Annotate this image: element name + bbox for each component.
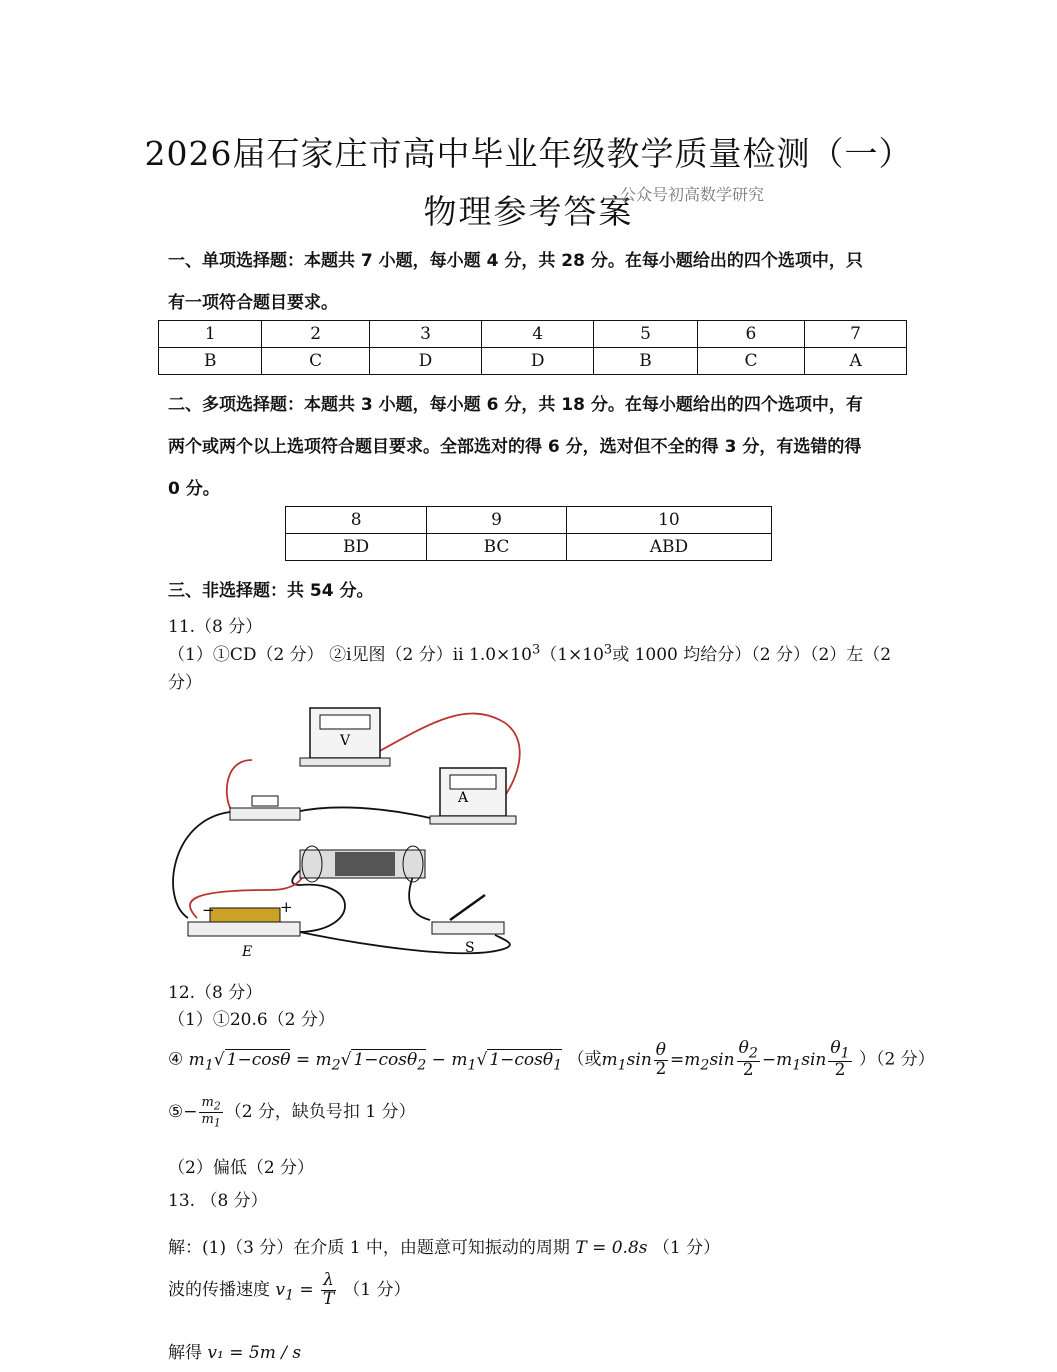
table-row <box>159 321 907 348</box>
q11-header: 11.（8 分） <box>168 617 263 637</box>
circuit-figure <box>160 700 540 965</box>
ammeter-label: A <box>457 790 469 806</box>
table-row <box>286 507 772 534</box>
table-cell: BC <box>427 534 567 561</box>
watermark: 公众号初高数学研究 <box>620 185 765 204</box>
switch-icon <box>432 895 504 934</box>
table-cell: A <box>805 348 907 375</box>
q12-line4: （2）偏低（2 分） <box>168 1158 315 1178</box>
table-cell: 2 <box>262 321 369 348</box>
multi-choice-table <box>285 506 772 561</box>
table-cell: 9 <box>427 507 567 534</box>
table-cell: C <box>697 348 804 375</box>
table-cell: D <box>482 348 594 375</box>
table-cell: 7 <box>805 321 907 348</box>
switch-label: S <box>465 940 475 956</box>
battery-label: E <box>242 944 253 960</box>
resistor-icon <box>230 796 300 820</box>
table-cell: 4 <box>482 321 594 348</box>
table-cell: 1 <box>159 321 262 348</box>
table-cell: ABD <box>566 534 771 561</box>
q11-answer-line1: （1）①CD（2 分） ②i见图（2 分）ii $1.0\times 10^3(1\times 10^3$或 1000 均给分）（2 分）（2）左（2 <box>168 642 892 665</box>
table-cell: B <box>594 348 697 375</box>
q13-header: 13. （8 分） <box>168 1191 268 1211</box>
section1-line2: 有一项符合题目要求。 <box>168 293 338 313</box>
q13-line1: 解：(1)（3 分）在介质 1 中，由题意可知振动的周期 T = 0.8s （1 分） <box>168 1238 721 1258</box>
q12-formula-4: $m_1√$ $1-\cos\theta = m_2√$ $1-\cos\theta_2 - m_1√$ 1−cosθ$_1$ <box>188 1049 563 1073</box>
table-cell: C <box>262 348 369 375</box>
q12-header: 12.（8 分） <box>168 983 263 1003</box>
section2-line1: 二、多项选择题：本题共 3 小题，每小题 6 分，共 18 分。在每小题给出的四个选项中，有 <box>168 395 863 415</box>
q12-line3: ⑤− $\frac{m_2}{m_1}$ （2 分，缺负号扣 1 分） <box>168 1095 416 1130</box>
q13-line2: 波的传播速度 $v_1$ = $\frac{\lambda}{T}$ （1 分） <box>168 1270 411 1309</box>
voltmeter-label: V <box>339 733 351 749</box>
section2-line3: 0 分。 <box>168 479 220 499</box>
table-row <box>286 534 772 561</box>
page-subtitle: 物理参考答案 <box>423 192 634 231</box>
q12-line2: ④ $m_1√$ $1-\cos\theta = m_2√$ $1-\cos\theta_2 - m_1√$ 1−cosθ$_1$ （或$m_1\sin$ $\frac{\theta}{2}$ $=m_2\sin$ $\frac{\theta_2}{2}$ $-m_1\sin$ $\frac{\theta_1}{2}$ ）（2 分） <box>168 1038 935 1081</box>
table-cell: 6 <box>697 321 804 348</box>
table-cell: 5 <box>594 321 697 348</box>
table-cell: D <box>369 348 481 375</box>
battery-plus: + <box>280 898 293 916</box>
page-title: 2026届石家庄市高中毕业年级教学质量检测（一） <box>144 134 913 173</box>
q13-line3: 解得 v₁ = 5m / s <box>168 1343 302 1363</box>
battery-minus: − <box>202 901 215 919</box>
table-cell: 10 <box>566 507 771 534</box>
q12-line1: （1）①20.6（2 分） <box>168 1010 335 1030</box>
section2-line2: 两个或两个以上选项符合题目要求。全部选对的得 6 分，选对但不全的得 3 分，有选错的得 <box>168 437 862 457</box>
table-cell: 8 <box>286 507 427 534</box>
section3-heading: 三、非选择题：共 54 分。 <box>168 581 374 601</box>
single-choice-table <box>158 320 907 375</box>
table-cell: B <box>159 348 262 375</box>
table-row <box>159 348 907 375</box>
rheostat-icon <box>300 846 425 882</box>
q11-answer-line2: 分） <box>168 673 202 693</box>
section1-line1: 一、单项选择题：本题共 7 小题，每小题 4 分，共 28 分。在每小题给出的四个选项中，只 <box>168 251 863 271</box>
ammeter-icon <box>430 768 516 824</box>
table-cell: 3 <box>369 321 481 348</box>
table-cell: BD <box>286 534 427 561</box>
